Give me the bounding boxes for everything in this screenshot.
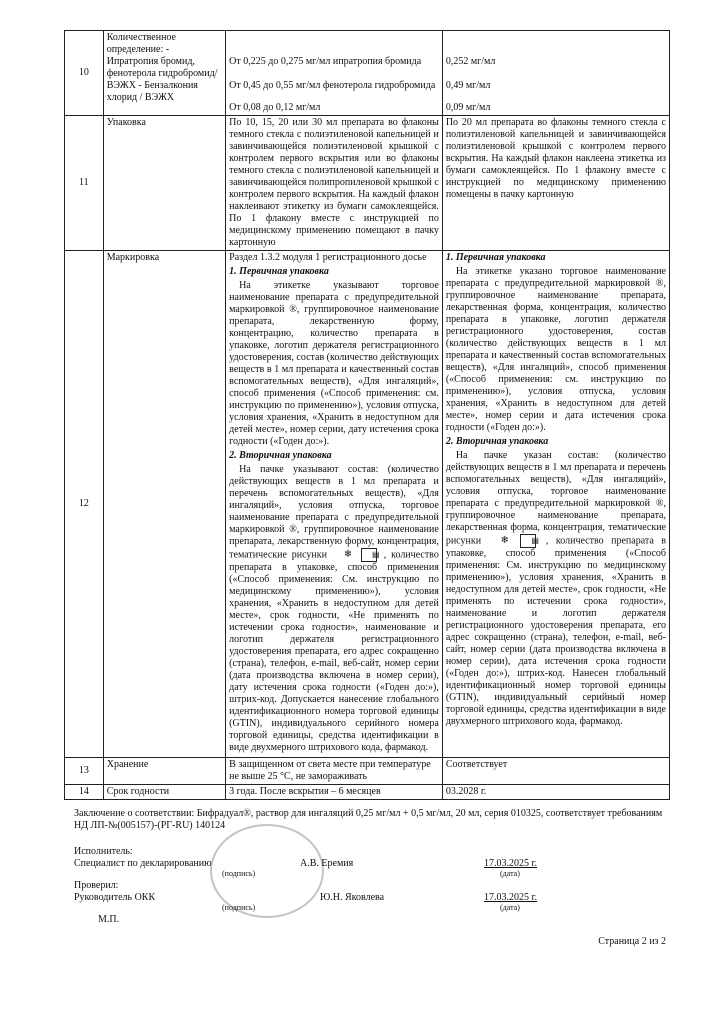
requirement-text-part: , количество препарата в упаковке, способ применения («Способ применения: См. инструкцию по медицинскому применению»), условия хранения, «Хранить в недоступном для детей месте», срок годности, «Не применять по истечении срока годности», наименование и логотип держателя регистрационного удостоверения препарата, его адрес сокращенно (страна), телефон, e-mail, веб-сайт, номер серии (дата производства включена в номер серии), дату истечения срока годности («Годен до:»), штрих-код. Допускается нанесение глобального идентификационного номера торговой единицы (GTIN), индивидуального серийного номера торговой единицы, средства идентификации в виде двухмерного штрихового кода, фармакод. [229, 549, 439, 753]
page-number: Страница 2 из 2 [598, 936, 666, 947]
document-page [64, 30, 670, 800]
requirement-text-part: На пачке указывают состав: (количество действующих веществ в 1 мл препарата и перечень вспомогательных веществ), «Для ингаляций», условия отпуска, торговое наименование препарата с предупредительной маркировкой ®, группировочное наименование препарата, лекарственную форму, концентрация, тематические рисунки [229, 464, 439, 561]
lungs-icon: ❄ [500, 535, 509, 547]
section-heading: 2. Вторичная упаковка [445, 436, 549, 447]
requirement-text: На этикетке указывают торговое наименование препарата с предупредительной маркировкой ®, группировочное наименование препарата, лекарственную форму, концентрацию, количество препарата в упаковке, логотип держателя регистрационного удостоверения, состав (количество действующих веществ в 1 мл препарата и качественный состав вспомогательных веществ), «Для ингаляций», способ применения («Способ применения: см. инструкцию по применению»), условия отпуска, условия хранения, «Хранить в недоступном для детей месте», номер серии, дату истечения срока годности («Годен до:»). [229, 280, 439, 447]
row-result [442, 31, 669, 116]
executor-label: Исполнитель: [74, 846, 133, 857]
executor-name: А.В. Еремия [300, 858, 354, 869]
req-line: От 0,45 до 0,55 мг/мл фенотерола гидробромида [229, 80, 436, 91]
conclusion-block [74, 808, 664, 926]
executor-signature-row [74, 858, 664, 880]
result-text-part: , количество препарата в упаковке, способ применения («Способ применения: См. инструкцию по медицинскому применению»), условия хранения, «Хранить в недоступном для детей месте», срок годности, «Не применять по истечении срока годности», наименование и логотип держателя регистрационного удостоверения препарата, его адрес сокращенно (страна), телефон, e-mail, веб-сайт, номер серии (дата производства включена в номер серии), дата истечения срока годности («Годен до:»), штрих-код. Нанесен глобальный идентификационный номер торговой единицы (GTIN), индивидуальный серийный номер торговой единицы, средства идентификации в виде двухмерного штрихового кода, фармакод. [445, 535, 667, 727]
row-name: Хранение [103, 758, 225, 785]
row-requirement [226, 251, 443, 758]
section-heading: 2. Вторичная упаковка [229, 450, 332, 461]
signature-hint: (подпись) [222, 869, 256, 878]
inhaler-icon: ▤ [520, 534, 536, 548]
table-row [65, 785, 670, 800]
table-row [65, 31, 670, 116]
row-name: Срок годности [103, 785, 225, 800]
requirement-intro: Раздел 1.3.2 модуля 1 регистрационного досье [229, 252, 427, 263]
date-hint: (дата) [500, 903, 520, 912]
spec-table [64, 30, 670, 800]
checker-signature-row [74, 892, 664, 914]
executor-role: Специалист по декларированию [74, 858, 212, 869]
row-result: Соответствует [442, 758, 669, 785]
seal-placeholder: М.П. [98, 914, 120, 925]
row-requirement: В защищенном от света месте при температуре не выше 25 °С, не замораживать [226, 758, 443, 785]
section-heading: 1. Первичная упаковка [229, 266, 329, 277]
row-number: 14 [65, 785, 104, 800]
row-name: Количественное определение: - Ипратропия бромид, фенотерола гидробромид/ ВЭЖХ - Бензалкония хлорид / ВЭЖХ [103, 31, 225, 116]
row-name: Маркировка [103, 251, 225, 758]
row-number: 12 [65, 251, 104, 758]
checker-label: Проверил: [74, 880, 119, 891]
result-text-part: На пачке указан состав: (количество действующих веществ в 1 мл препарата и перечень вспомогательных веществ), «Для ингаляций», условия отпуска, торговое наименование препарата с предупредительной маркировкой ®, группировочное наименование препарата, лекарственная форма, концентрация, тематические рисунки [445, 450, 666, 547]
lungs-icon: ❄ [343, 549, 353, 561]
row-number: 11 [65, 116, 104, 251]
row-result: По 20 мл препарата во флаконы темного стекла с полиэтиленовой капельницей и завинчивающейся полиэтиленовой крышкой с контролем первого вскрытия. На каждый флакон наклеена этикетка из бумаги самоклеящейся. По 1 флакону вместе с инструкцией по медицинскому применению помещены в пачку картонную [442, 116, 669, 251]
result-text [446, 450, 666, 728]
checker-name: Ю.Н. Яковлева [320, 892, 385, 903]
conclusion-text: Заключение о соответствии: Бифрадуал®, раствор для ингаляций 0,25 мг/мл + 0,5 мг/мл, 20 мл, серия 010325, соответствует требованиям НД ЛП-№(005157)-(РГ-RU) 140124 [74, 808, 663, 831]
checker-date: 17.03.2025 г. [484, 892, 537, 903]
row-number: 13 [65, 758, 104, 785]
table-row [65, 758, 670, 785]
checker-role: Руководитель ОКК [74, 892, 156, 903]
table-row [65, 251, 670, 758]
row-result: 03.2028 г. [442, 785, 669, 800]
result-line: 0,252 мг/мл [445, 56, 496, 67]
row-requirement [226, 31, 443, 116]
table-row [65, 116, 670, 251]
row-requirement: 3 года. После вскрытия – 6 месяцев [226, 785, 443, 800]
result-line: 0,09 мг/мл [445, 102, 491, 113]
row-name: Упаковка [103, 116, 225, 251]
signature-hint: (подпись) [222, 903, 256, 912]
result-line: 0,49 мг/мл [445, 80, 491, 91]
executor-date: 17.03.2025 г. [484, 858, 537, 869]
date-hint: (дата) [500, 869, 520, 878]
inhaler-icon: ▤ [361, 548, 377, 562]
requirement-text [229, 464, 439, 754]
section-heading: 1. Первичная упаковка [445, 252, 546, 263]
req-line: От 0,08 до 0,12 мг/мл [229, 102, 321, 113]
req-line: От 0,225 до 0,275 мг/мл ипратропия бромида [229, 56, 422, 67]
result-text: На этикетке указано торговое наименование препарата с предупредительной маркировкой ®, группировочное наименование препарата, лекарственная форма, концентрация, количество препарата в упаковке, логотип держателя регистрационного удостоверения, состав (количество действующих веществ в 1 мл препарата и качественный состав вспомогательных веществ), «Для ингаляций», способ применения («Способ применения: см. инструкцию по применению»), условия отпуска, условия хранения, «Хранить в недоступном для детей месте», номер серии и дата истечения срока годности («Годен до:»). [445, 266, 666, 433]
row-number: 10 [65, 31, 104, 116]
row-result [442, 251, 669, 758]
row-requirement: По 10, 15, 20 или 30 мл препарата во флаконы темного стекла с полиэтиленовой капельницей и завинчивающейся полиэтиленовой крышкой с контролем первого вскрытия или во флаконы темного стекла с полиэтиленовой капельницей и завинчивающейся полипропиленовой крышкой с контролем первого вскрытия. На каждый флакон наклеивают этикетку из бумаги самоклеящейся. По 1 флакону вместе с инструкцией по медицинскому применению помещают в пачку картонную [226, 116, 443, 251]
